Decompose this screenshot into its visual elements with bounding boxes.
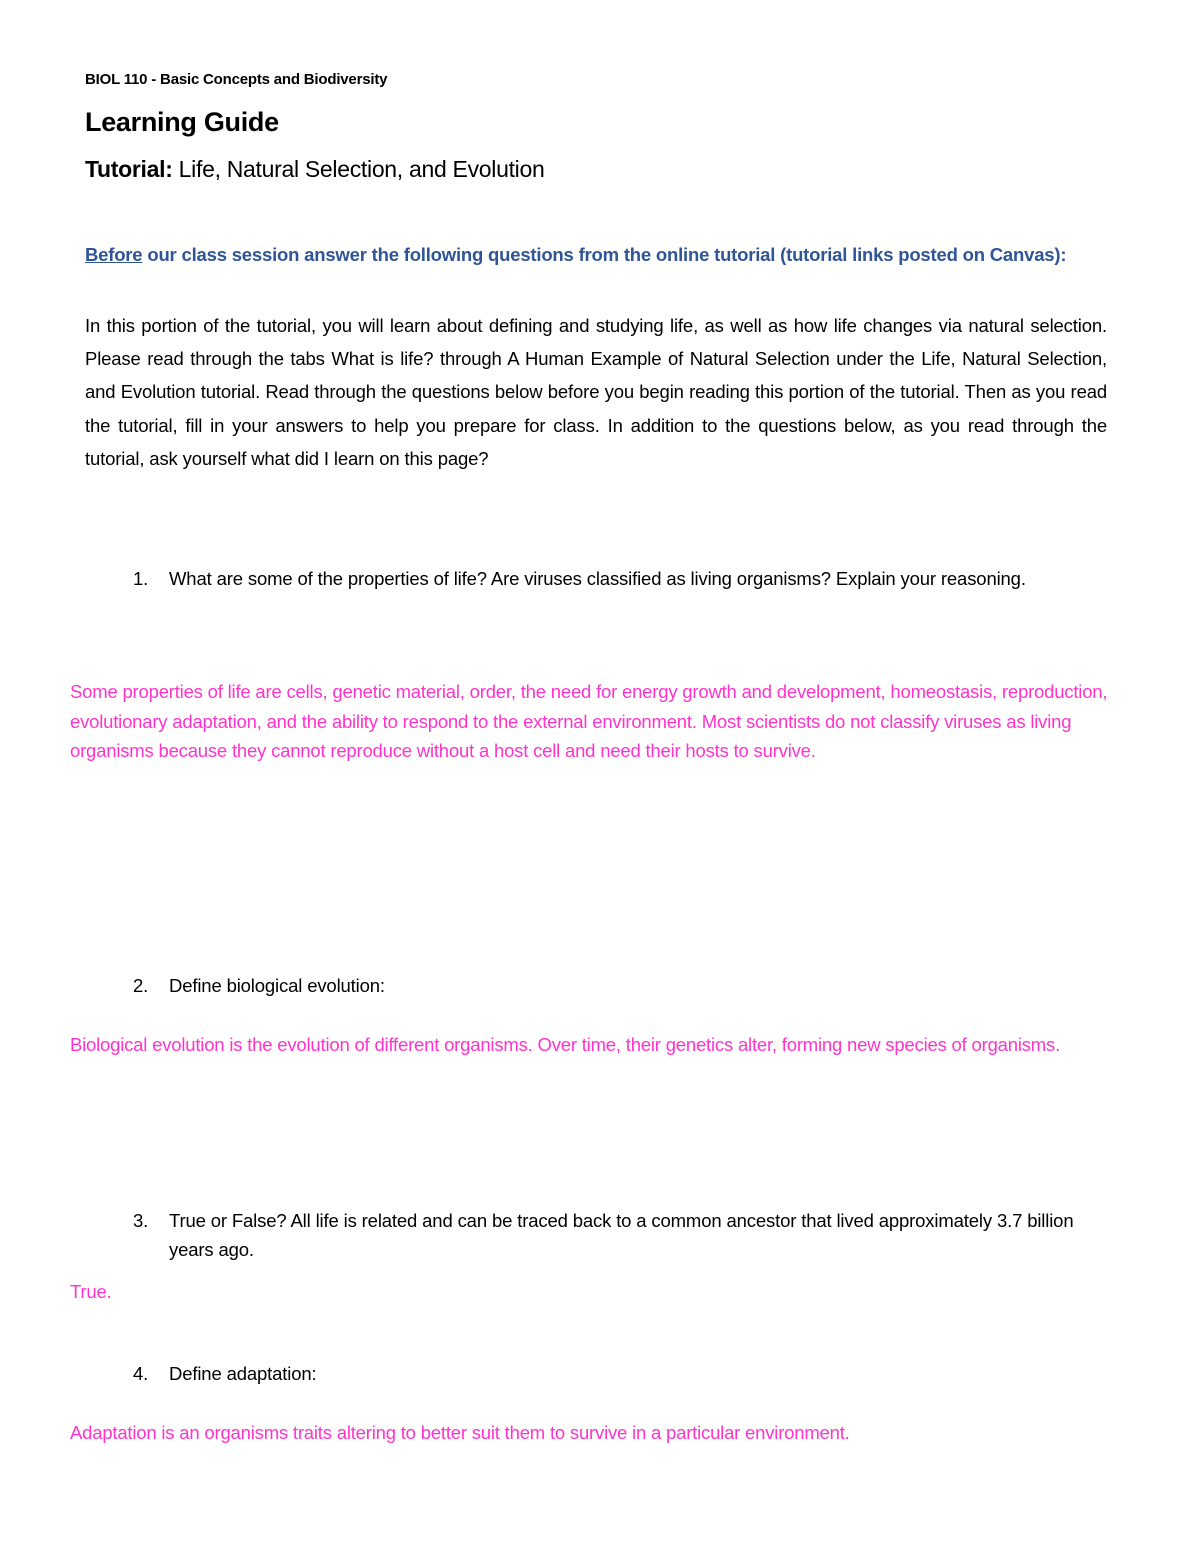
question-item [133,1359,1093,1388]
tutorial-subtitle [85,156,544,183]
answer-text: True. [70,1281,112,1302]
page-title: Learning Guide [85,107,279,137]
question-text: True or False? All life is related and can be traced back to a common ancestor that lived approximately 3.7 billion years ago. [169,1210,1074,1260]
instruction-emphasis: Before [85,244,143,265]
subtitle-label: Tutorial: [85,156,173,182]
answer-text: Biological evolution is the evolution of different organisms. Over time, their genetics alter, forming new species of organisms. [70,1034,1061,1055]
course-header: BIOL 110 - Basic Concepts and Biodiversity [85,71,388,88]
intro-paragraph: In this portion of the tutorial, you will learn about defining and studying life, as well as how life changes via natural selection. Please read through the tabs What is life? through A Human Example of Natural Selection under the Life, Natural Selection, and Evolution tutorial. Read through the questions below before you begin reading this portion of the tutorial. Then as you read the tutorial, fill in your answers to help you prepare for class. In addition to the questions below, as you read through the tutorial, ask yourself what did I learn on this page? [85,315,1107,469]
question-number: 3. [133,1210,149,1231]
question-number: 4. [133,1363,149,1384]
instruction-text [85,240,1115,269]
question-item [133,1206,1093,1264]
question-item [133,971,1093,1000]
subtitle-topic: Life, Natural Selection, and Evolution [172,156,545,182]
answer-text: Adaptation is an organisms traits altering to better suit them to survive in a particular environment. [70,1422,850,1443]
question-number: 1. [133,568,149,589]
question-number: 2. [133,975,149,996]
question-item [133,564,1093,593]
question-text: Define adaptation: [169,1363,317,1384]
question-text: What are some of the properties of life? Are viruses classified as living organisms? Explain your reasoning. [169,568,1026,589]
instruction-body: our class session answer the following questions from the online tutorial (tutorial links posted on Canvas): [142,244,1067,265]
answer-text: Some properties of life are cells, genetic material, order, the need for energy growth and development, homeostasis, reproduction, evolutionary adaptation, and the ability to respond to the external environment. Most scientists do not classify viruses as living organisms because they cannot reproduce without a host cell and need their hosts to survive. [70,681,1108,761]
question-text: Define biological evolution: [169,975,385,996]
